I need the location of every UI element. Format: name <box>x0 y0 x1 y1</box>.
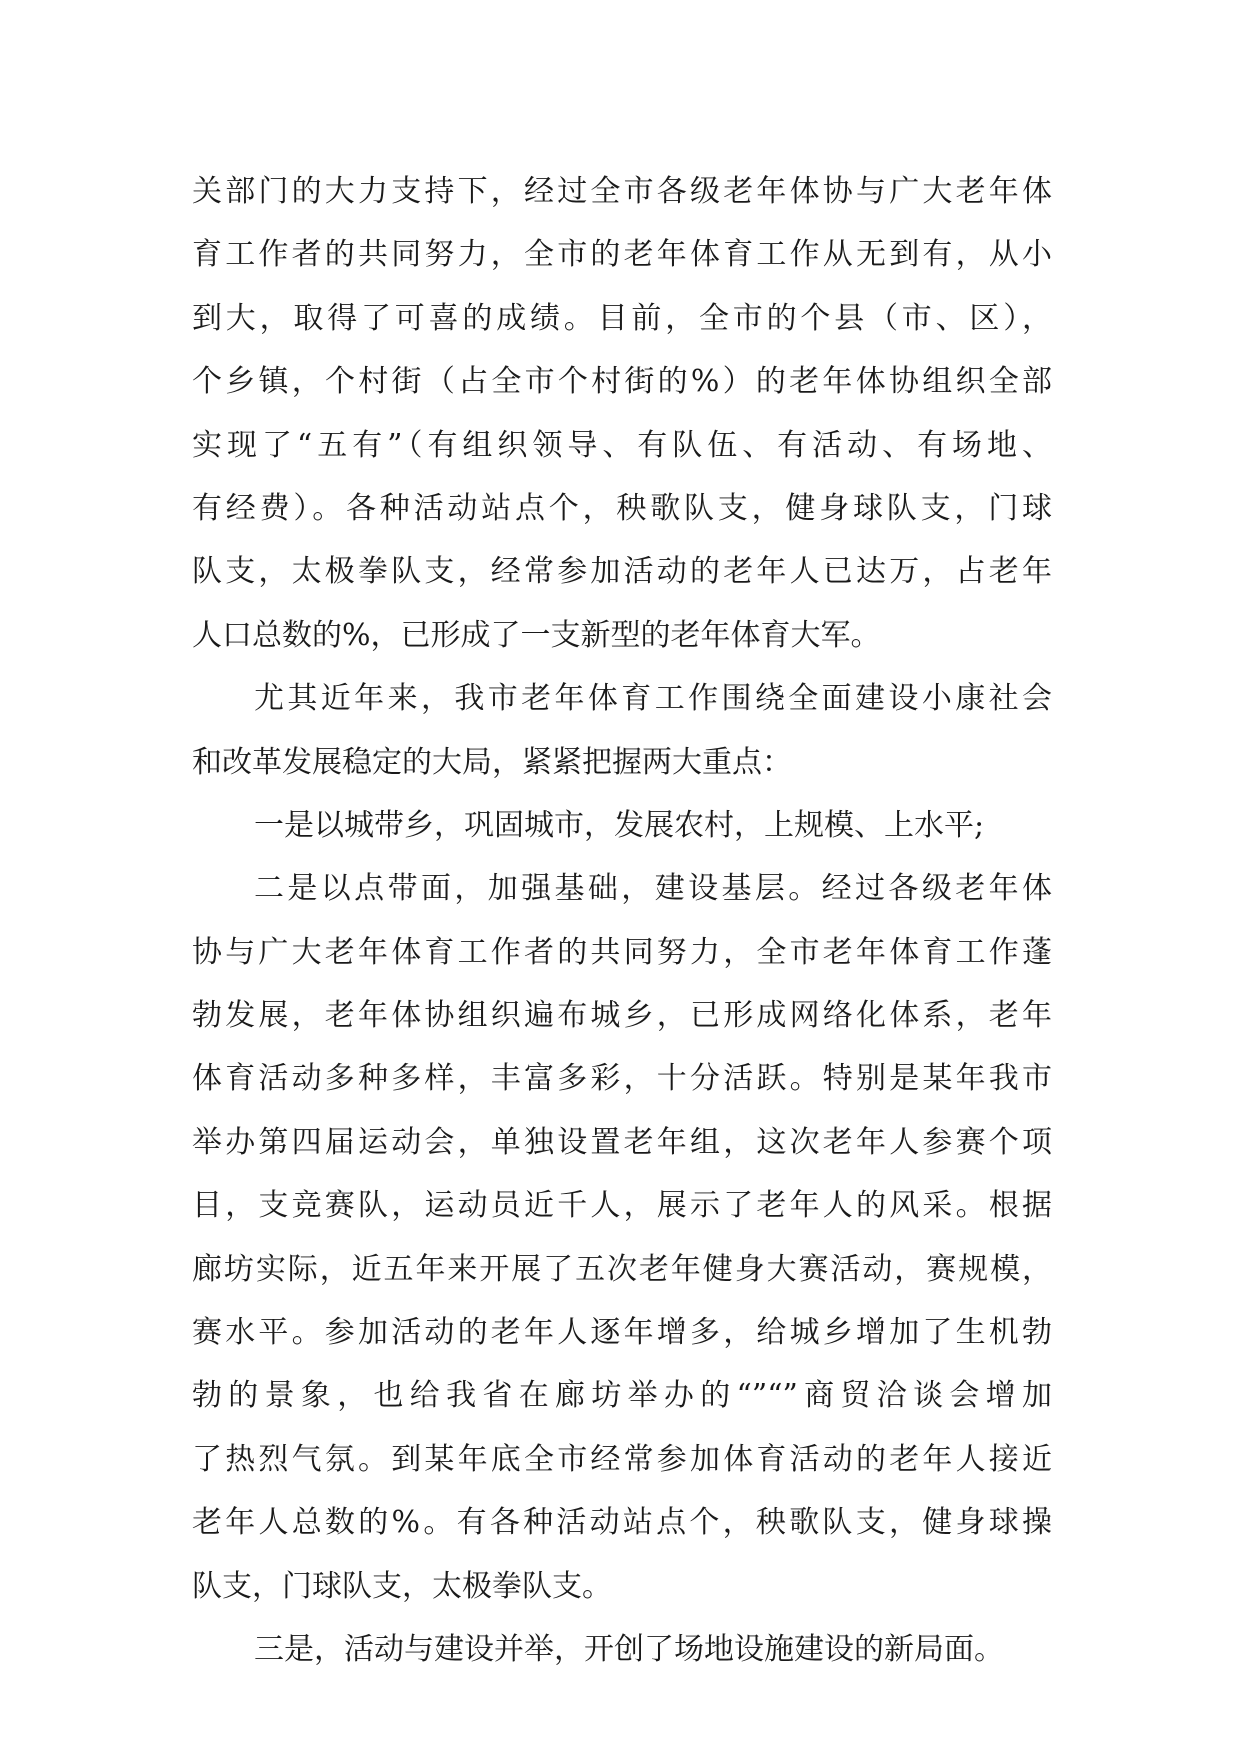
text-line: 有经费）。各种活动站点个，秧歌队支，健身球队支，门球 <box>192 490 1052 526</box>
text-line: 尤其近年来，我市老年体育工作围绕全面建设小康社会 <box>254 681 1052 717</box>
text-line: 赛水平。参加活动的老年人逐年增多，给城乡增加了生机勃 <box>192 1315 1052 1351</box>
text-line: 二是以点带面，加强基础，建设基层。经过各级老年体 <box>254 871 1052 907</box>
text-line: 目，支竞赛队，运动员近千人，展示了老年人的风采。根据 <box>192 1188 1052 1224</box>
text-line: 一是以城带乡，巩固城市，发展农村，上规模、上水平; <box>254 807 985 843</box>
text-line: 勃发展，老年体协组织遍布城乡，已形成网络化体系，老年 <box>192 998 1052 1034</box>
text-line: 举办第四届运动会，单独设置老年组，这次老年人参赛个项 <box>192 1124 1052 1160</box>
text-line: 队支，门球队支，太极拳队支。 <box>192 1568 612 1604</box>
text-line: 关部门的大力支持下，经过全市各级老年体协与广大老年体 <box>192 174 1052 209</box>
text-line: 和改革发展稳定的大局，紧紧把握两大重点： <box>192 744 792 780</box>
text-line: 老年人总数的%。有各种活动站点个，秧歌队支，健身球操 <box>192 1505 1052 1541</box>
text-line: 队支，太极拳队支，经常参加活动的老年人已达万，占老年 <box>192 554 1052 590</box>
text-line: 到大，取得了可喜的成绩。目前，全市的个县（市、区）， <box>192 300 1052 336</box>
text-line: 三是，活动与建设并举，开创了场地设施建设的新局面。 <box>254 1631 1004 1667</box>
text-line: 勃的景象，也给我省在廊坊举办的“”“”商贸洽谈会增加 <box>192 1378 1052 1414</box>
text-line: 廊坊实际，近五年来开展了五次老年健身大赛活动，赛规模， <box>192 1251 1052 1287</box>
text-line: 个乡镇，个村街（占全市个村街的%）的老年体协组织全部 <box>192 364 1052 400</box>
text-line: 人口总数的%，已形成了一支新型的老年体育大军。 <box>192 617 881 653</box>
text-line: 育工作者的共同努力，全市的老年体育工作从无到有，从小 <box>192 237 1052 273</box>
text-line: 协与广大老年体育工作者的共同努力，全市老年体育工作蓬 <box>192 934 1052 970</box>
text-line: 了热烈气氛。到某年底全市经常参加体育活动的老年人接近 <box>192 1441 1052 1477</box>
text-line: 体育活动多种多样，丰富多彩，十分活跃。特别是某年我市 <box>192 1061 1052 1097</box>
text-line: 实现了“五有”（有组织领导、有队伍、有活动、有场地、 <box>192 427 1052 463</box>
body-text <box>192 160 1052 1681</box>
